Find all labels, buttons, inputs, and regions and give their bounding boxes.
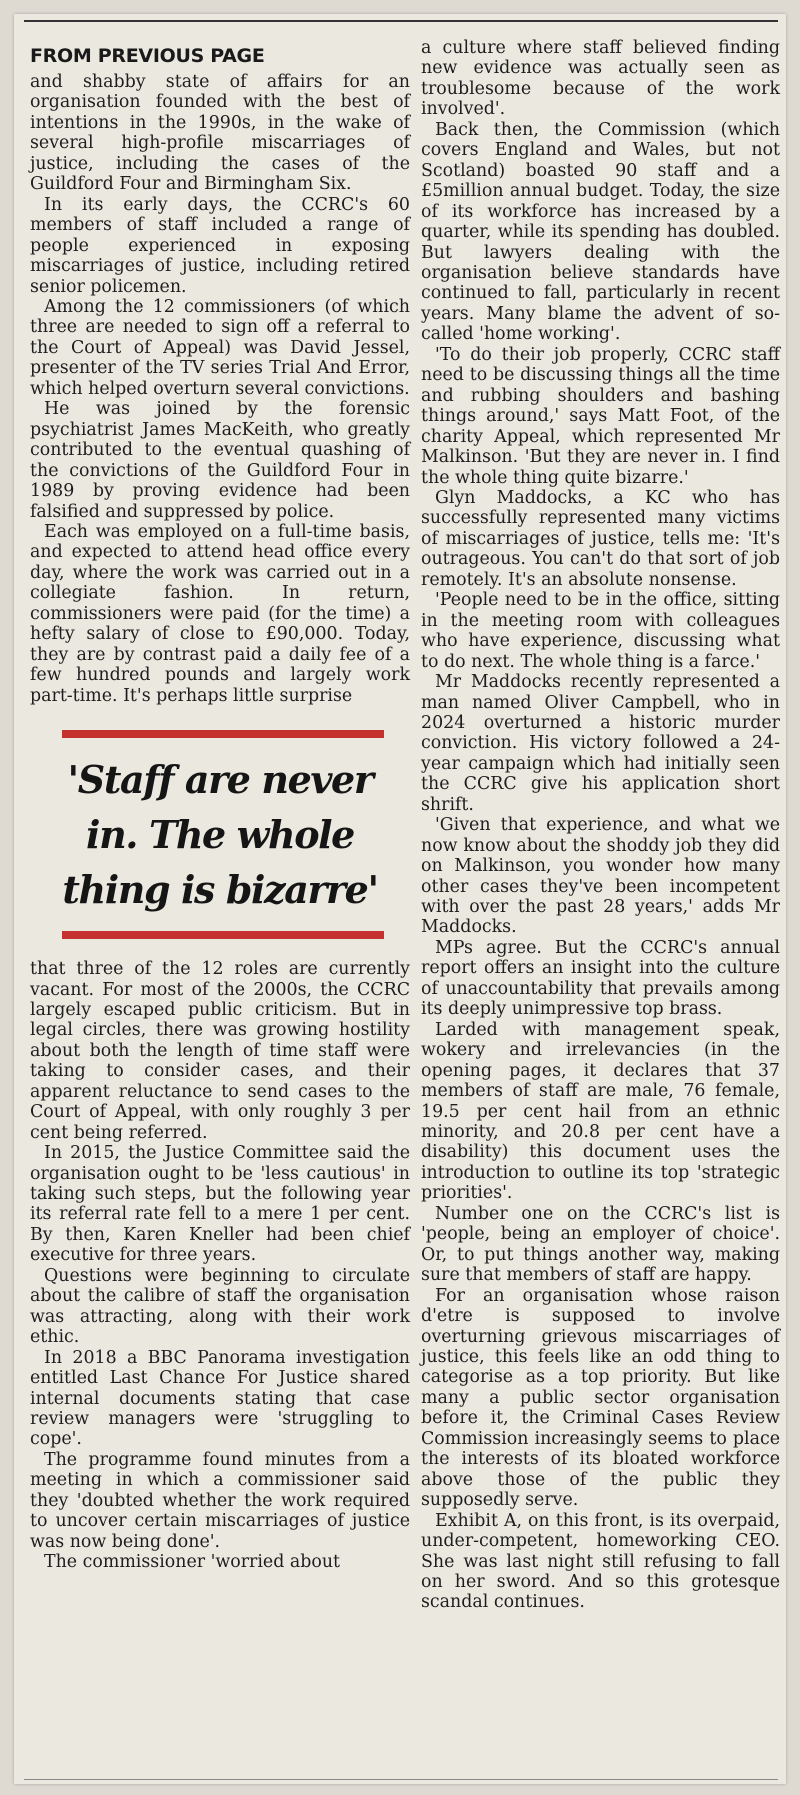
paragraph: 'To do their job properly, CCRC staff need to be discussing things all the time and rubbing shoulders and bashing things around,' says Matt Foot, of the charity Appeal, which represented Mr Malkinson. 'But they are never in. I find the whole thing quite bizarre.' bbox=[421, 344, 780, 488]
paragraph: Glyn Maddocks, a KC who has successfully represented many victims of miscarriages of justice, tells me: 'It's outrageous. You can't do that sort of job remotely. It's an absolute nonsense. bbox=[421, 487, 780, 590]
paragraph: The programme found minutes from a meeting in which a commissioner said they 'doubted whether the work required to uncover certain miscarriages of justice was now being done'. bbox=[30, 1449, 410, 1552]
section-kicker: FROM PREVIOUS PAGE bbox=[30, 45, 265, 67]
paragraph: a culture where staff believed finding new evidence was actually seen as troublesome because of the work involved'. bbox=[421, 38, 780, 120]
paragraph: Mr Maddocks recently represented a man named Oliver Campbell, who in 2024 overturned a historic murder conviction. His victory followed a 24-year campaign which had initially seen the CCRC give his application short shrift. bbox=[421, 672, 780, 815]
paragraph: Questions were beginning to circulate about the calibre of staff the organisation was attracting, along with their work ethic. bbox=[30, 1265, 410, 1348]
left-column bbox=[30, 40, 410, 1573]
paragraph: He was joined by the forensic psychiatrist James MacKeith, who greatly contributed to the eventual quashing of the convictions of the Guildford Four in 1989 by proving evidence had been falsified and suppressed by police. bbox=[30, 399, 410, 522]
paragraph: Exhibit A, on this front, is its overpaid, under-competent, homeworking CEO. She was last night still refusing to fall on her sword. And so this grotesque scandal continues. bbox=[421, 1510, 780, 1613]
pull-quote-top-rule bbox=[62, 730, 384, 738]
paragraph: The commissioner 'worried about bbox=[44, 1552, 341, 1573]
paragraph: Back then, the Commission (which covers England and Wales, but not Scotland) boasted 90 staff and a £5million annual budget. Today, the size of its workforce has increased by a quarter, while its spending has doubled. But lawyers dealing with the organisation believe standards have continued to fall, particularly in recent years. Many blame the advent of so-called 'home working'. bbox=[421, 119, 780, 345]
paragraph: and shabby state of affairs for an organisation founded with the best of intentions in the 1990s, in the wake of several high-profile miscarriages of justice, including the cases of the Guildford Four and Birmingham Six. bbox=[30, 72, 410, 195]
paragraph: In its early days, the CCRC's 60 members of staff included a range of people experienced in exposing miscarriages of justice, including retired senior policemen. bbox=[30, 194, 410, 297]
top-rule bbox=[24, 20, 778, 22]
paragraph: 'People need to be in the office, sitting in the meeting room with colleagues who have experience, discussing what to do next. The whole thing is a farce.' bbox=[421, 590, 780, 672]
newspaper-page bbox=[14, 14, 786, 1784]
paragraph: that three of the 12 roles are currently vacant. For most of the 2000s, the CCRC largely escaped public criticism. But in legal circles, there was growing hostility about both the length of time staff were taking to consider cases, and their apparent reluctance to send cases to the Court of Appeal, with only roughly 3 per cent being referred. bbox=[30, 959, 410, 1143]
right-column bbox=[421, 38, 780, 1613]
bottom-rule bbox=[24, 1779, 778, 1780]
paragraph: In 2015, the Justice Committee said the organisation ought to be 'less cautious' in taking such steps, but the following year its referral rate fell to a mere 1 per cent. By then, Karen Kneller had been chief executive for three years. bbox=[30, 1143, 410, 1266]
paragraph: For an organisation whose raison d'etre is supposed to involve overturning grievous miscarriages of justice, this feels like an odd thing to categorise as a top priority. But like many a public sector organisation before it, the Criminal Cases Review Commission increasingly seems to place the interests of its bloated workforce above those of the public they supposedly serve. bbox=[421, 1285, 780, 1511]
paragraph: MPs agree. But the CCRC's annual report offers an insight into the culture of unaccountability that prevails among its deeply unimpressive top brass. bbox=[421, 937, 780, 1020]
paragraph: 'Given that experience, and what we now know about the shoddy job they did on Malkinson, you wonder how many other cases they've been incompetent with over the past 28 years,' adds Mr Maddocks. bbox=[421, 815, 780, 938]
paragraph: Among the 12 commissioners (of which three are needed to sign off a referral to the Court of Appeal) was David Jessel, presenter of the TV series Trial And Error, which helped overturn several convictions. bbox=[30, 296, 410, 399]
paragraph: Larded with management speak, wokery and irrelevancies (in the opening pages, it declares that 37 members of staff are male, 76 female, 19.5 per cent hail from an ethnic minority, and 20.8 per cent have a disability) this document uses the introduction to outline its top 'strategic priorities'. bbox=[421, 1019, 780, 1204]
pull-quote-bottom-rule bbox=[62, 931, 384, 939]
pull-quote-text: 'Staff are never in. The whole thing is bizarre' bbox=[62, 757, 378, 913]
paragraph: Each was employed on a full-time basis, and expected to attend head office every day, where the work was carried out in a collegiate fashion. In return, commissioners were paid (for the time) a hefty salary of close to £90,000. Today, they are by contrast paid a daily fee of a few hundred pounds and largely work part-time. It's perhaps little surprise bbox=[30, 521, 410, 706]
paragraph: In 2018 a BBC Panorama investigation entitled Last Chance For Justice shared internal documents stating that case review managers were 'struggling to cope'. bbox=[30, 1347, 410, 1450]
paragraph: Number one on the CCRC's list is 'people, being an employer of choice'. Or, to put things another way, making sure that members of staff are happy. bbox=[421, 1203, 780, 1286]
pull-quote bbox=[30, 730, 410, 939]
